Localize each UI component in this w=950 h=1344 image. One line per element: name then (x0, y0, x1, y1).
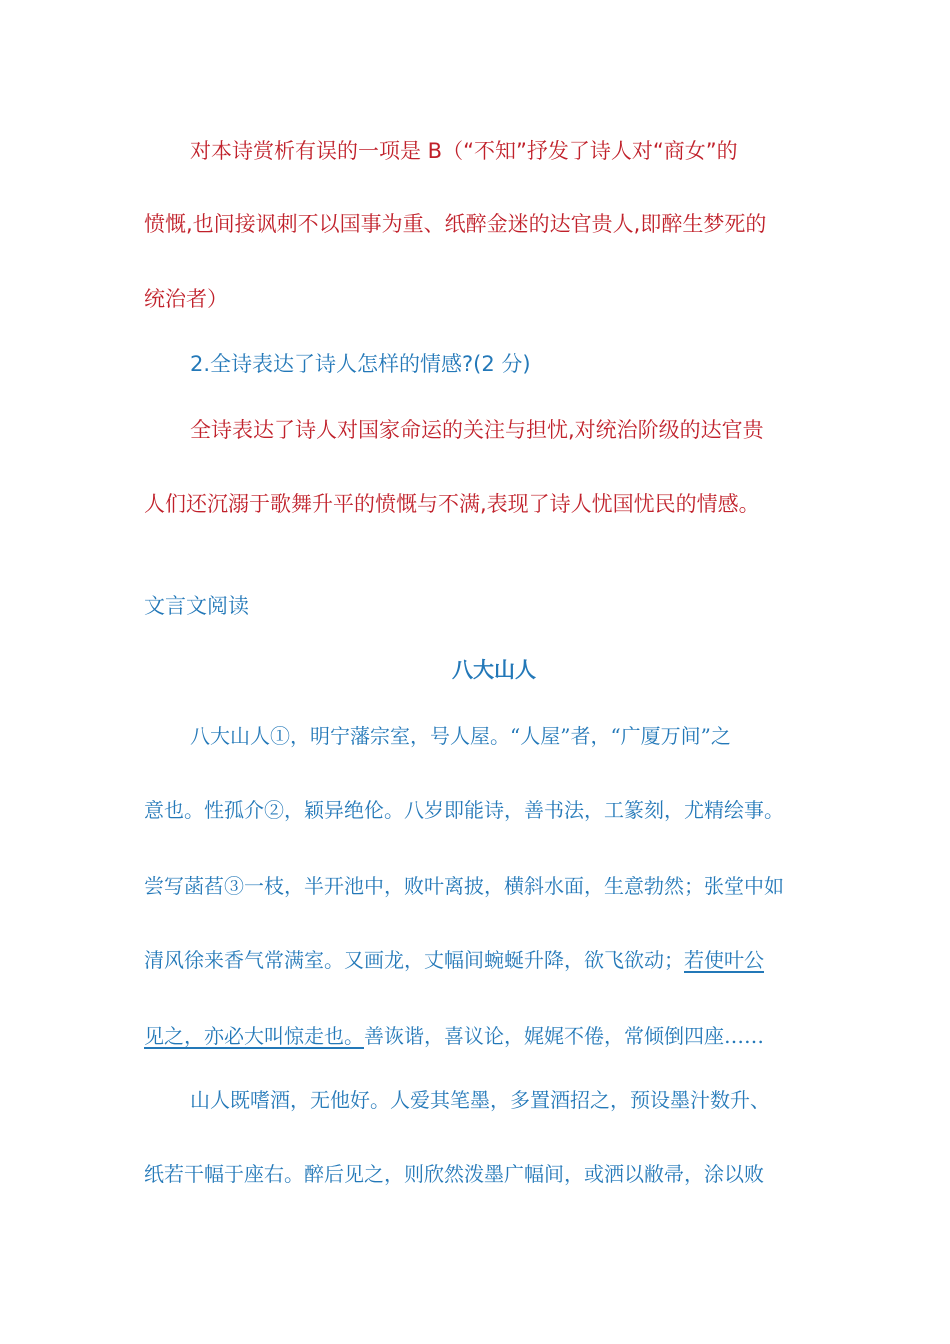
answer2-line1: 全诗表达了诗人对国家命运的关注与担忧,对统治阶级的达官贵 (190, 418, 764, 442)
passage-title: 八大山人 (452, 658, 536, 682)
answer1-line1: 对本诗赏析有误的一项是 B（“不知”抒发了诗人对“商女”的 (190, 139, 738, 163)
passage-p2-line2: 纸若干幅于座右。醉后见之，则欣然泼墨广幅间，或洒以敝帚，涂以败 (144, 1162, 764, 1186)
passage-p1-line4 (144, 946, 764, 974)
passage-p1-line5 (144, 1022, 764, 1050)
underlined-phrase-end: 见之，亦必大叫惊走也。 (144, 1024, 364, 1048)
passage-p1-line1: 八大山人①，明宁藩宗室，号人屋。“人屋”者，“广厦万间”之 (190, 724, 731, 748)
section-heading: 文言文阅读 (144, 594, 249, 618)
underlined-phrase-start: 若使叶公 (684, 948, 764, 972)
answer1-line2: 愤慨,也间接讽刺不以国事为重、纸醉金迷的达官贵人,即醉生梦死的 (144, 212, 767, 236)
passage-p1-line3: 尝写菡萏③一枝，半开池中，败叶离披，横斜水面，生意勃然；张堂中如 (144, 874, 784, 898)
question2: 2.全诗表达了诗人怎样的情感?(2 分) (190, 352, 531, 376)
answer1-line3: 统治者） (144, 287, 228, 311)
passage-p1-line5-plain: 善诙谐，喜议论，娓娓不倦，常倾倒四座…… (364, 1024, 764, 1048)
passage-p1-line2: 意也。性孤介②，颖异绝伦。八岁即能诗，善书法，工篆刻，尤精绘事。 (144, 798, 784, 822)
passage-p1-line4-plain: 清风徐来香气常满室。又画龙，丈幅间蜿蜒升降，欲飞欲动； (144, 948, 684, 972)
answer2-line2: 人们还沉溺于歌舞升平的愤慨与不满,表现了诗人忧国忧民的情感。 (144, 492, 760, 516)
passage-p2-line1: 山人既嗜酒，无他好。人爱其笔墨，多置酒招之，预设墨汁数升、 (190, 1088, 770, 1112)
